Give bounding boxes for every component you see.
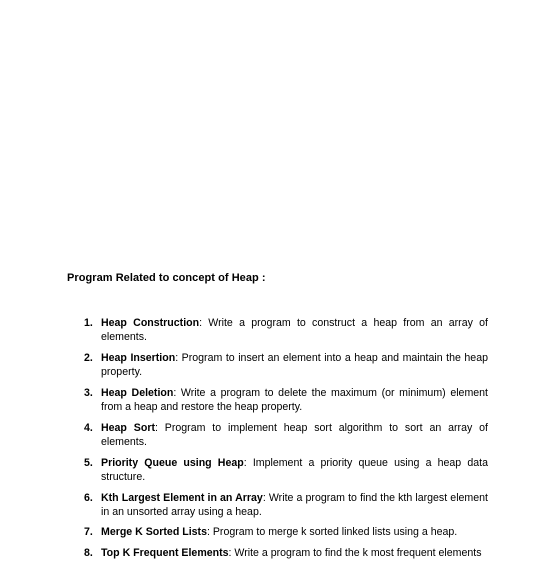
item-number: 2. (84, 351, 93, 364)
item-number: 7. (84, 526, 93, 539)
section-heading: Program Related to concept of Heap : (67, 272, 266, 284)
list-item (0, 491, 488, 519)
list-item (0, 546, 488, 560)
item-description: : Write a program to find the k most frequent elements (228, 547, 482, 560)
list-item (0, 386, 488, 414)
item-description: : Write a program to construct a heap from an array of elements. (101, 317, 489, 344)
list-item (0, 456, 488, 484)
item-term: Heap Deletion (101, 386, 174, 399)
item-term: Merge K Sorted Lists (101, 526, 207, 539)
item-description: : Program to implement heap sort algorithm to sort an array of elements. (101, 421, 488, 448)
item-term: Priority Queue using Heap (101, 456, 244, 469)
item-description: : Implement a priority queue using a heap data structure. (101, 456, 488, 483)
item-description: : Write a program to find the kth largest element in an unsorted array using a heap. (101, 491, 488, 518)
item-number: 3. (84, 386, 93, 399)
item-term: Kth Largest Element in an Array (101, 491, 263, 504)
list-item (0, 525, 488, 539)
item-description: : Program to merge k sorted linked lists using a heap. (206, 526, 458, 539)
item-term: Heap Insertion (101, 351, 176, 364)
item-description: : Write a program to delete the maximum (or minimum) element from a heap and restore the heap property. (101, 386, 489, 414)
item-number: 6. (84, 491, 93, 504)
list-item (0, 351, 488, 379)
list-item (0, 316, 488, 344)
item-term: Top K Frequent Elements (101, 547, 229, 560)
item-number: 4. (84, 421, 93, 434)
item-number: 1. (84, 317, 93, 329)
item-number: 5. (84, 456, 93, 469)
item-description: : Program to insert an element into a heap and maintain the heap property. (101, 351, 488, 379)
list-item (0, 421, 488, 449)
program-list (0, 316, 560, 567)
item-term: Heap Sort (101, 421, 155, 434)
item-number: 8. (84, 547, 93, 560)
item-term: Heap Construction (101, 317, 200, 329)
